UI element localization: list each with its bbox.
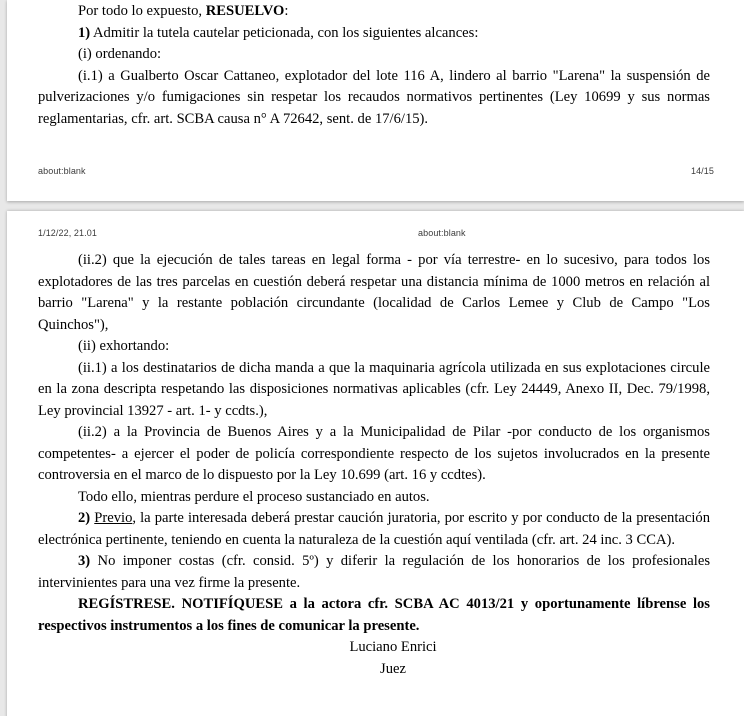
paragraph-text: , la parte interesada deberá prestar caución juratoria, por escrito y por conducto de la presentación electrónica pertinente, teniendo en cuenta la naturaleza de la cuestión aquí ventilada (cfr. art. 24 inc. 3 CCA).	[38, 510, 710, 548]
paragraph-registrese	[38, 594, 710, 637]
signature-name-text: Luciano Enrici	[349, 639, 437, 655]
signature-role	[76, 659, 710, 681]
print-header	[7, 228, 744, 240]
paragraph-ii2-provincia	[38, 422, 710, 487]
paragraph-ii1-maquinaria	[38, 358, 710, 423]
paragraph-text: (i) ordenando:	[78, 46, 162, 62]
paragraph-text: (ii.1) a los destinatarios de dicha manda a que la maquinaria agrícola utilizada en sus explotaciones circule en la zona descripta respetando las disposiciones normativas aplicables (cfr. Ley 24449, Anexo II, Dec. 79/1998, Ley provincial 13927 - art. 1- y ccdts.),	[38, 359, 710, 419]
paragraph-text: (ii.2) a la Provincia de Buenos Aires y a la Municipalidad de Pilar -por conducto de los organismos competentes- a ejercer el poder de policía correspondiente respecto de los sujetos involucrados en la presente controversia en el marco de lo dispuesto por la Ley 10.699 (art. 16 y ccdtes).	[38, 424, 710, 483]
footer-url: about:blank	[38, 166, 86, 176]
signature-name	[76, 637, 710, 659]
paragraph-number: 1)	[78, 24, 91, 41]
footer-page-count: 14/15	[690, 166, 714, 176]
paragraph-number: 3)	[78, 553, 91, 569]
paragraph-text-bold: RESUELVO	[205, 3, 285, 19]
document-page-15	[7, 211, 744, 716]
paragraph-item-1	[38, 23, 710, 45]
paragraph-text-underlined: Previo	[94, 510, 133, 526]
paragraph-todo-ello	[38, 487, 710, 509]
page-15-text	[38, 250, 710, 680]
paragraph-exhortando	[38, 336, 710, 358]
signature-block	[38, 637, 710, 680]
paragraph-i1	[38, 66, 710, 131]
paragraph-text: (i.1) a Gualberto Oscar Cattaneo, explotador del lote 116 A, lindero al barrio "Larena" la suspensión de pulverizaciones y/o fumigaciones sin respetar los recaudos normativos pertinentes (Ley 10699 y sus normas reglamentarias, cfr. art. SCBA causa n° A 72642, sent. de 17/6/15).	[38, 67, 710, 127]
paragraph-text: No imponer costas (cfr. consid. 5º) y diferir la regulación de los honorarios de los profesionales intervinientes para una vez firme la presente.	[38, 553, 710, 591]
paragraph-text-bold: REGÍSTRESE. NOTIFÍQUESE a la actora cfr. SCBA AC 4013/21 y oportunamente líbrense los respectivos instrumentos a los fines de comunicar la presente.	[38, 596, 710, 634]
paragraph-text: Todo ello, mientras perdure el proceso sustanciado en autos.	[78, 488, 430, 505]
paragraph-text: Admitir la tutela cautelar peticionada, con los siguientes alcances:	[90, 24, 479, 41]
paragraph-text: (ii) exhortando:	[78, 338, 170, 354]
paragraph-resuelvo	[38, 1, 710, 23]
page-14-text	[38, 1, 710, 130]
paragraph-number: 2)	[78, 510, 95, 526]
paragraph-ordenando	[38, 44, 710, 66]
paragraph-item-3-costas	[38, 551, 710, 594]
header-title-url: about:blank	[418, 228, 466, 238]
paragraph-text: Por todo lo expuesto,	[78, 3, 206, 19]
paragraph-ii2-distancia	[38, 250, 710, 336]
document-page-14	[7, 0, 744, 201]
paragraph-text: :	[284, 3, 289, 19]
paragraph-item-2-previo	[38, 508, 710, 551]
paragraph-text: (ii.2) que la ejecución de tales tareas en legal forma - por vía terrestre- en lo sucesivo, para todos los explotadores de las tres parcelas en cuestión deberá respetar una distancia mínima de 1000 metros en relación al barrio "Larena" y la restante población circundante (localidad de Carlos Lemee y Club de Campo "Los Quinchos"),	[38, 252, 710, 333]
header-datetime: 1/12/22, 21.01	[38, 228, 97, 238]
signature-role-text: Juez	[380, 660, 406, 677]
